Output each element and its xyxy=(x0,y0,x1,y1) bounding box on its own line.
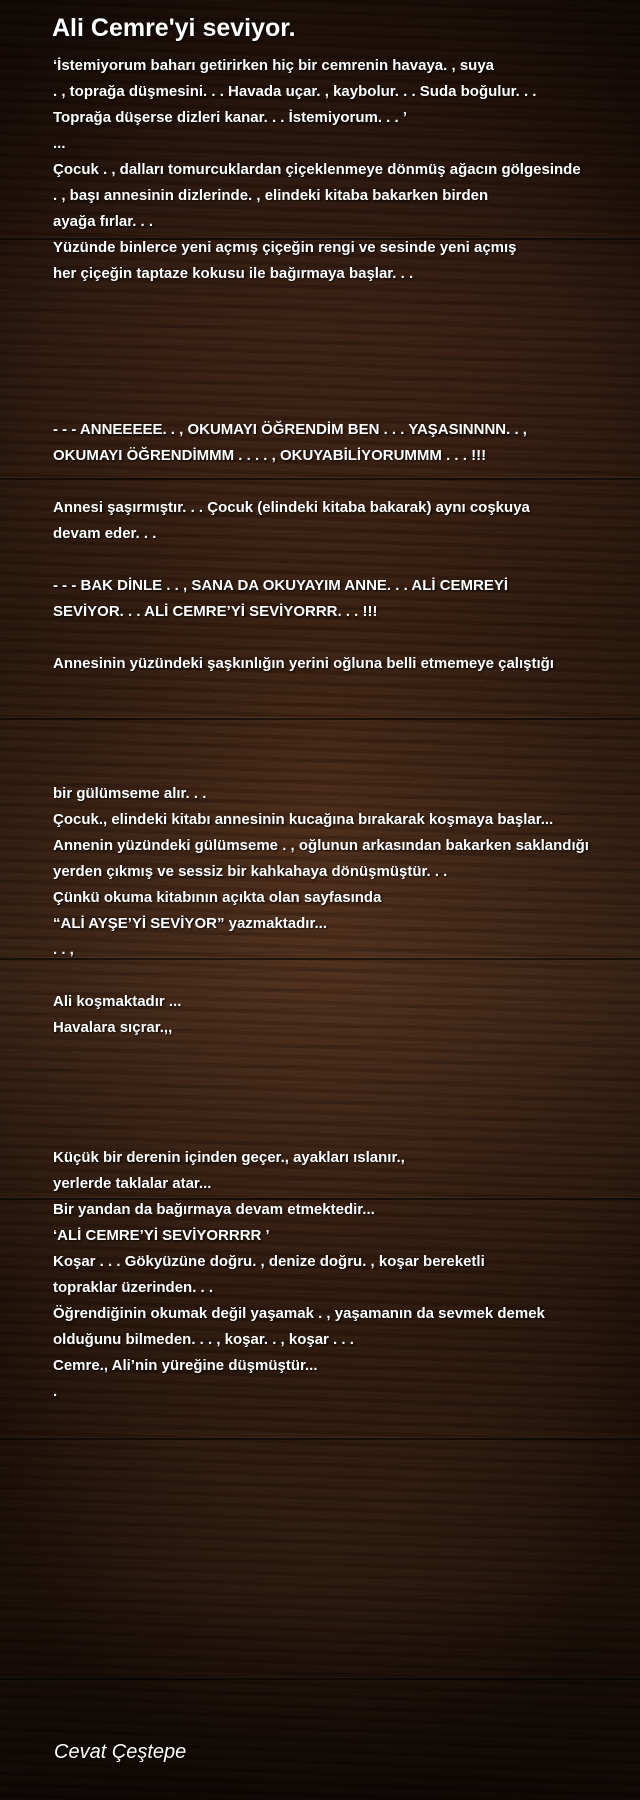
poem-line: topraklar üzerinden. . . xyxy=(53,1279,214,1296)
poem-line: . , toprağa düşmesini. . . Havada uçar. , kaybolur. . . Suda boğulur. . . xyxy=(53,83,537,100)
blank-line xyxy=(53,339,633,365)
poem-line: . . , xyxy=(53,941,74,958)
poem-line: yerlerde taklalar atar... xyxy=(53,1175,212,1192)
poem-line: Koşar . . . Gökyüzüne doğru. , denize doğru. , koşar bereketli xyxy=(53,1253,485,1270)
blank-line xyxy=(53,963,633,989)
poem-line: ayağa fırlar. . . xyxy=(53,213,154,230)
blank-line xyxy=(53,313,633,339)
poem-line: - - - ANNEEEEE. . , OKUMAYI ÖĞRENDİM BEN . . . YAŞASINNNN. . , xyxy=(53,421,527,438)
poem-line: Yüzünde binlerce yeni açmış çiçeğin rengi ve sesinde yeni açmış xyxy=(53,239,517,256)
poem-line: Annesi şaşırmıştır. . . Çocuk (elindeki kitaba bakarak) aynı coşkuya xyxy=(53,499,530,516)
blank-line xyxy=(53,729,633,755)
poem-line: yerden çıkmış ve sessiz bir kahkahaya dönüşmüştür. . . xyxy=(53,863,448,880)
poem-line: Annesinin yüzündeki şaşkınlığın yerini oğluna belli etmemeye çalıştığı xyxy=(53,655,554,672)
poem-line: Küçük bir derenin içinden geçer., ayakları ıslanır., xyxy=(53,1149,405,1166)
author-name: Cevat Çeştepe xyxy=(54,1741,187,1763)
blank-line xyxy=(53,365,633,391)
poem-line: ‘İstemiyorum baharı getirirken hiç bir cemrenin havaya. , suya xyxy=(53,57,495,74)
poem-body xyxy=(53,53,633,1405)
poem-line: . , başı annesinin dizlerinde. , elindeki kitaba bakarken birden xyxy=(53,187,489,204)
poem-line: SEVİYOR. . . ALİ CEMRE’Yİ SEVİYORRR. . . !!! xyxy=(53,603,378,620)
blank-line xyxy=(53,625,633,651)
blank-line xyxy=(53,703,633,729)
poem-line: Çünkü okuma kitabının açıkta olan sayfasında xyxy=(53,889,382,906)
poem-line: Ali koşmaktadır ... xyxy=(53,993,182,1010)
blank-line xyxy=(53,287,633,313)
poem-line: bir gülümseme alır. . . xyxy=(53,785,207,802)
poem-line: her çiçeğin taptaze kokusu ile bağırmaya başlar. . . xyxy=(53,265,414,282)
poem-line: Cemre., Ali’nin yüreğine düşmüştür... xyxy=(53,1357,318,1374)
blank-line xyxy=(53,1119,633,1145)
poem-line: ... xyxy=(53,135,66,152)
poem-line: ‘ALİ CEMRE’Yİ SEVİYORRRR ’ xyxy=(53,1227,270,1244)
poem-line: Bir yandan da bağırmaya devam etmektedir... xyxy=(53,1201,375,1218)
blank-line xyxy=(53,755,633,781)
poem-line: Öğrendiğinin okumak değil yaşamak . , yaşamanın da sevmek demek xyxy=(53,1305,545,1322)
blank-line xyxy=(53,1067,633,1093)
poem-line: Toprağa düşerse dizleri kanar. . . İstemiyorum. . . ’ xyxy=(53,109,408,126)
poem-line: - - - BAK DİNLE . . , SANA DA OKUYAYIM ANNE. . . ALİ CEMREYİ xyxy=(53,577,509,594)
poem-line: Çocuk., elindeki kitabı annesinin kucağına bırakarak koşmaya başlar... xyxy=(53,811,554,828)
poem-line: Çocuk . , dalları tomurcuklardan çiçeklenmeye dönmüş ağacın gölgesinde xyxy=(53,161,581,178)
blank-line xyxy=(53,677,633,703)
blank-line xyxy=(53,1093,633,1119)
poem-line: Annenin yüzündeki gülümseme . , oğlunun arkasından bakarken saklandığı xyxy=(53,837,589,854)
blank-line xyxy=(53,391,633,417)
poem-line: . xyxy=(53,1383,58,1400)
poem-line: olduğunu bilmeden. . . , koşar. . , koşar . . . xyxy=(53,1331,354,1348)
poem-line: devam eder. . . xyxy=(53,525,157,542)
poem-line: “ALİ AYŞE’Yİ SEVİYOR” yazmaktadır... xyxy=(53,915,327,932)
blank-line xyxy=(53,1041,633,1067)
blank-line xyxy=(53,469,633,495)
poem-line: Havalara sıçrar.,, xyxy=(53,1019,173,1036)
poem-line: OKUMAYI ÖĞRENDİMMM . . . . , OKUYABİLİYORUMMM . . . !!! xyxy=(53,447,487,464)
poem-title: Ali Cemre'yi seviyor. xyxy=(52,14,296,42)
blank-line xyxy=(53,547,633,573)
